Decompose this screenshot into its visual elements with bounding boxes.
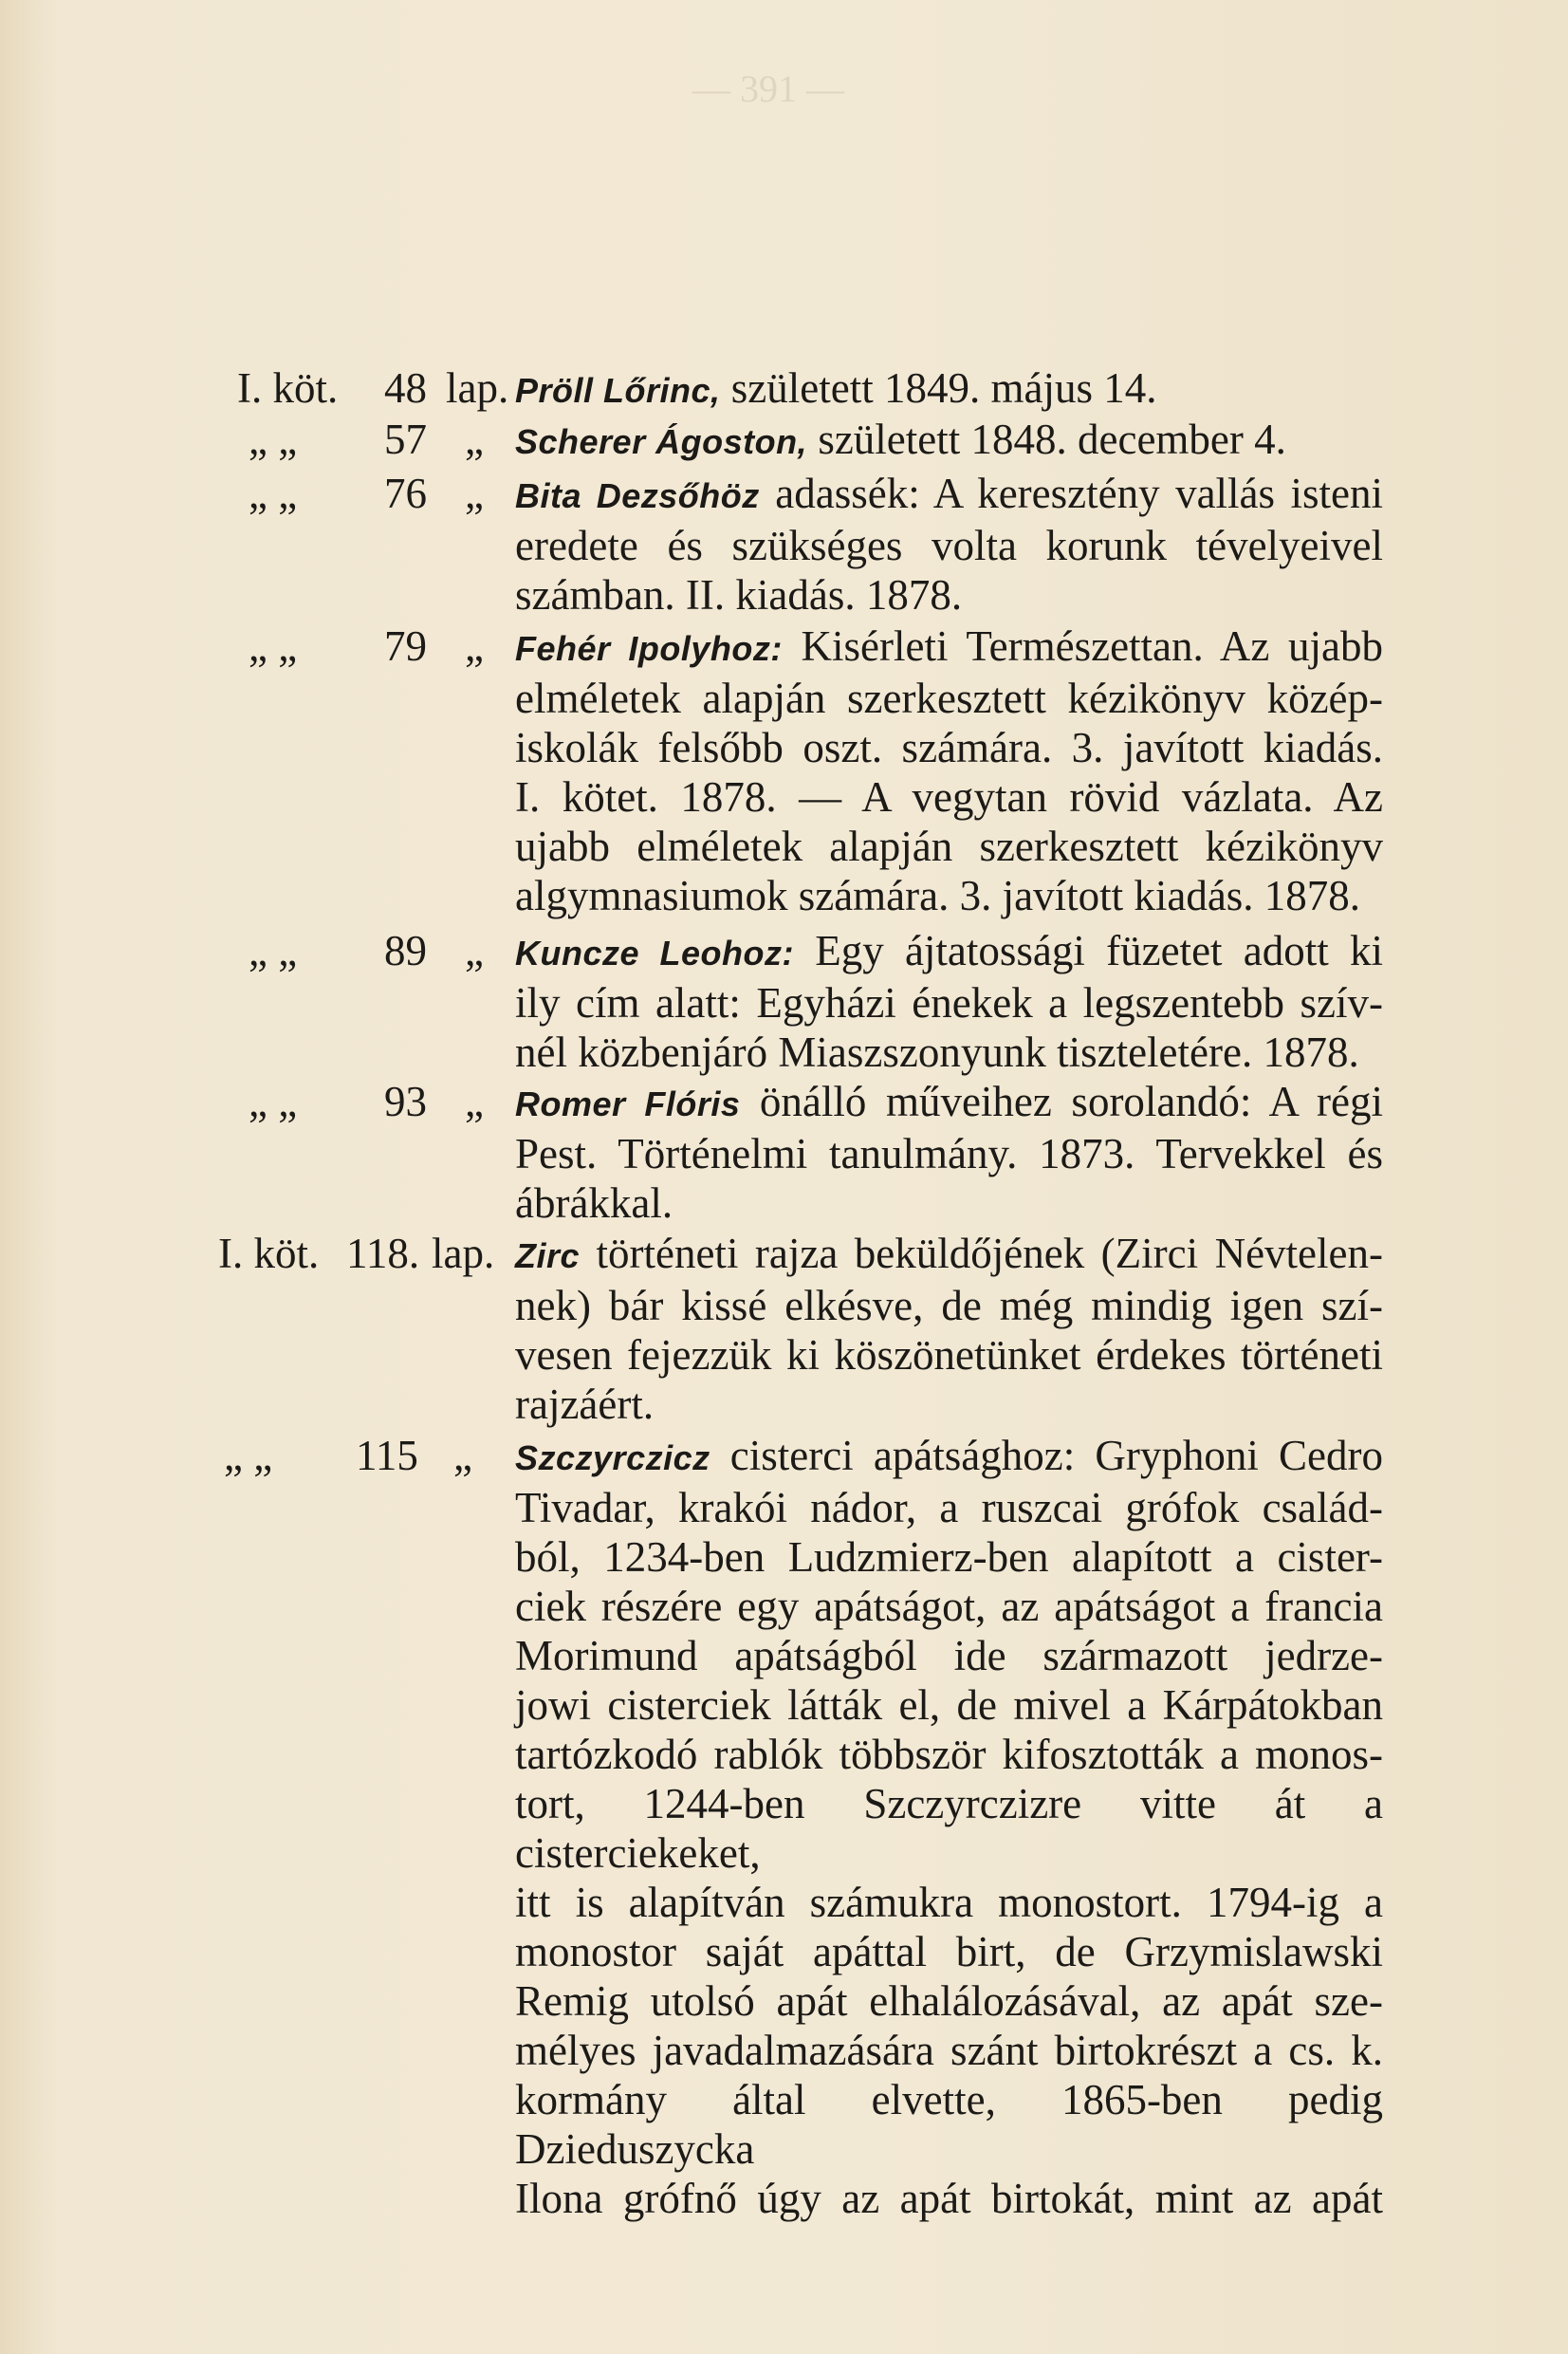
- text-line: algymnasiumok számára. 3. javított kiadás. 1878.: [515, 872, 1361, 919]
- entry-text: [515, 1431, 1383, 2223]
- text-line: kormány által elvette, 1865-ben pedig Dzieduszycka: [515, 2076, 1383, 2173]
- entry-name: Szczyrczicz: [515, 1438, 710, 1477]
- text-line: jowi cisterciek látták el, de mivel a Kárpátokban: [515, 1681, 1383, 1729]
- entry-name: Kuncze Leohoz:: [515, 934, 794, 973]
- text-line: Zirc történeti rajza beküldőjének (Zirci Névtelen-: [515, 1230, 1383, 1277]
- ref-volume: „ „: [249, 470, 298, 517]
- text-line: Remig utolsó apát elhalálozásával, az apát sze-: [515, 1977, 1383, 2025]
- text-line: nek) bár kissé elkésve, de még mindig igen szí-: [515, 1282, 1383, 1329]
- entry-name: Scherer Ágoston,: [515, 422, 808, 461]
- ref-volume: I. köt.: [237, 364, 339, 412]
- entry-reference: [0, 621, 484, 868]
- text-line: ciek részére egy apátságot, az apátságot a francia: [515, 1583, 1383, 1630]
- text-line: rajzáért.: [515, 1381, 655, 1428]
- text-line: elméletek alapján szerkesztett kézikönyv közép-: [515, 675, 1383, 722]
- text-line: Ilona grófnő úgy az apát birtokát, mint az apát: [515, 2175, 1383, 2222]
- text-line: mélyes javadalmazására szánt birtokrészt a cs. k.: [515, 2027, 1383, 2074]
- entry-name: Bita Dezsőhöz: [515, 476, 760, 515]
- ref-volume: „ „: [249, 1078, 298, 1125]
- ref-unit: „: [465, 622, 484, 670]
- text-line: Bita Dezsőhöz adassék: A keresztény vallás isteni: [515, 470, 1384, 517]
- ref-volume: „ „: [224, 1432, 273, 1479]
- text-line: Pröll Lőrinc, született 1849. május 14.: [515, 364, 1157, 412]
- ref-page-number: 118.: [346, 1230, 420, 1277]
- entry-text: [515, 621, 1383, 920]
- text-line: monostor saját apáttal birt, de Grzymislawski: [515, 1928, 1383, 1975]
- ref-page-number: 115: [356, 1432, 418, 1479]
- text-line: ily cím alatt: Egyházi énekek a legszentebb szív-: [515, 979, 1383, 1027]
- ref-unit: „: [465, 416, 484, 463]
- text-line: Morimund apátságból ide származott jedrze-: [515, 1632, 1383, 1679]
- ref-page-number: 76: [384, 470, 427, 517]
- entry-text: [515, 363, 1383, 416]
- text-line: Kuncze Leohoz: Egy ájtatossági füzetet adott ki: [515, 927, 1383, 974]
- text-line: iskolák felsőbb oszt. számára. 3. javított kiadás.: [515, 724, 1383, 771]
- ref-unit: lap.: [432, 1230, 495, 1277]
- entry-reference: [0, 1431, 472, 1677]
- text-line: vesen fejezzük ki köszönetünket érdekes történeti: [515, 1331, 1383, 1379]
- entry-text: [515, 926, 1383, 1077]
- ref-page-number: 57: [384, 416, 427, 463]
- ref-page-number: 89: [384, 927, 427, 974]
- ref-page-number: 93: [384, 1078, 427, 1125]
- text-line: eredete és szükséges volta korunk tévelyeivel: [515, 522, 1383, 569]
- entry-text: [515, 469, 1383, 620]
- entry-text: [515, 1077, 1383, 1228]
- text-line: Szczyrczicz cisterci apátsághoz: Gryphoni Cedro: [515, 1432, 1384, 1479]
- text-line: Fehér Ipolyhoz: Kisérleti Természettan. Az ujabb: [515, 622, 1384, 670]
- ref-unit: „: [465, 1078, 484, 1125]
- ghost-page-number: — 391 —: [692, 67, 844, 110]
- text-line: tort, 1244-ben Szczyrczizre vitte át a cisterciekeket,: [515, 1780, 1383, 1877]
- ref-unit: „: [453, 1432, 472, 1479]
- text-line: Tivadar, krakói nádor, a ruszcai grófok család-: [515, 1484, 1383, 1531]
- text-line: Scherer Ágoston, született 1848. december 4.: [515, 416, 1286, 463]
- ref-page-number: 79: [384, 622, 427, 670]
- text-line: Pest. Történelmi tanulmány. 1873. Tervekkel és: [515, 1130, 1383, 1177]
- ref-page-number: 48: [384, 364, 427, 412]
- ref-volume: „ „: [249, 927, 298, 974]
- text-line: ábrákkal.: [515, 1179, 673, 1227]
- text-line: számban. II. kiadás. 1878.: [515, 571, 963, 619]
- text-line: itt is alapítván számukra monostort. 1794-ig a: [515, 1879, 1383, 1926]
- entry-name: Pröll Lőrinc,: [515, 371, 721, 410]
- text-line: ujabb elméletek alapján szerkesztett kézikönyv: [515, 823, 1383, 870]
- text-line: nél közbenjáró Miaszszonyunk tiszteletére. 1878.: [515, 1029, 1359, 1076]
- entry-text: [515, 1229, 1383, 1429]
- ref-volume: I. köt.: [218, 1230, 320, 1277]
- text-line: Romer Flóris önálló műveihez sorolandó: A régi: [515, 1078, 1384, 1125]
- ref-unit: lap.: [446, 364, 509, 412]
- ref-unit: „: [465, 927, 484, 974]
- entry-text: [515, 415, 1383, 467]
- text-line: I. kötet. 1878. — A vegytan rövid vázlata. Az: [515, 773, 1383, 821]
- entry-name: Fehér Ipolyhoz:: [515, 629, 783, 668]
- text-line: tartózkodó rablók többször kifosztották a monos-: [515, 1731, 1383, 1778]
- ref-volume: „ „: [249, 622, 298, 670]
- entry-name: Romer Flóris: [515, 1084, 741, 1123]
- ref-unit: „: [465, 470, 484, 517]
- entry-name: Zirc: [515, 1236, 581, 1275]
- text-line: ból, 1234-ben Ludzmierz-ben alapított a cister-: [515, 1533, 1383, 1581]
- ref-volume: „ „: [249, 416, 298, 463]
